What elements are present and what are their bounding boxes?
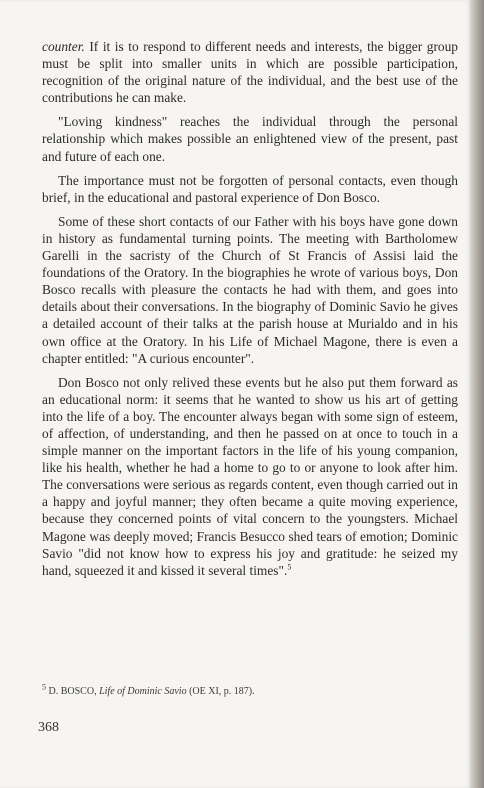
footnote	[42, 682, 442, 697]
paragraph-5-text: Don Bosco not only relived these events but he also put them forward as an educational norm: it seems that he wanted to show us his art of getting into the life of a boy. The encounter always began with some sign of esteem, of affection, of understanding, and then he passed on at once to touch in a simple manner on the important factors in the life of his young companion, like his health, whether he had a home to go to or anyone to look after him. The conversations were serious as regards content, even though carried out in a happy and joyful manner; they often became a quite moving experience, because they concerned points of vital concern to the youngsters. Michael Magone was deeply moved; Francis Besucco shed tears of emotion; Dominic Savio "did not know how to express his joy and gratitude: he seized my hand, squeezed it and kissed it several times".	[42, 374, 458, 578]
page-edge-shadow	[470, 0, 484, 788]
paragraph-3	[42, 172, 458, 206]
paragraph-4-text: Some of these short contacts of our Father with his boys have gone down in history as fundamental turning points. The meeting with Bartholomew Garelli in the sacristy of the Church of St Francis of Assisi laid the foundations of the Oratory. In the biographies he wrote of various boys, Don Bosco recalls with pleasure the contacts he had with them, and goes into details about their conversations. In the biography of Dominic Savio he gives a detailed account of their talks at the parish house at Murialdo and in his own office at the Oratory. In his Life of Michael Magone, there is even a chapter entitled: "A curious encounter".	[42, 213, 458, 366]
footnote-citation: (OE XI, p. 187).	[189, 686, 255, 697]
page-number: 368	[38, 720, 59, 735]
paragraph-4	[42, 213, 458, 367]
paragraph-1-lead: counter.	[42, 39, 85, 54]
body-text	[42, 38, 458, 586]
paragraph-5	[42, 374, 458, 579]
paragraph-2	[42, 113, 458, 164]
paragraph-1-text: If it is to respond to different needs and interests, the bigger group must be split into smaller units in which are possible participation, recognition of the original nature of the individual, and the best use of the contributions he can make.	[42, 39, 458, 106]
footnote-reference: 5	[287, 562, 292, 572]
paragraph-3-text: The importance must not be forgotten of personal contacts, even though brief, in the educational and pastoral experience of Don Bosco.	[42, 172, 458, 205]
footnote-title: Life of Dominic Savio	[99, 686, 187, 697]
footnote-author: D. BOSCO,	[48, 686, 97, 697]
footnote-marker: 5	[42, 682, 46, 692]
paragraph-1	[42, 38, 458, 106]
paragraph-2-text: "Loving kindness" reaches the individual through the personal relationship which makes possible an enlightened view of the present, past and future of each one.	[42, 114, 458, 164]
